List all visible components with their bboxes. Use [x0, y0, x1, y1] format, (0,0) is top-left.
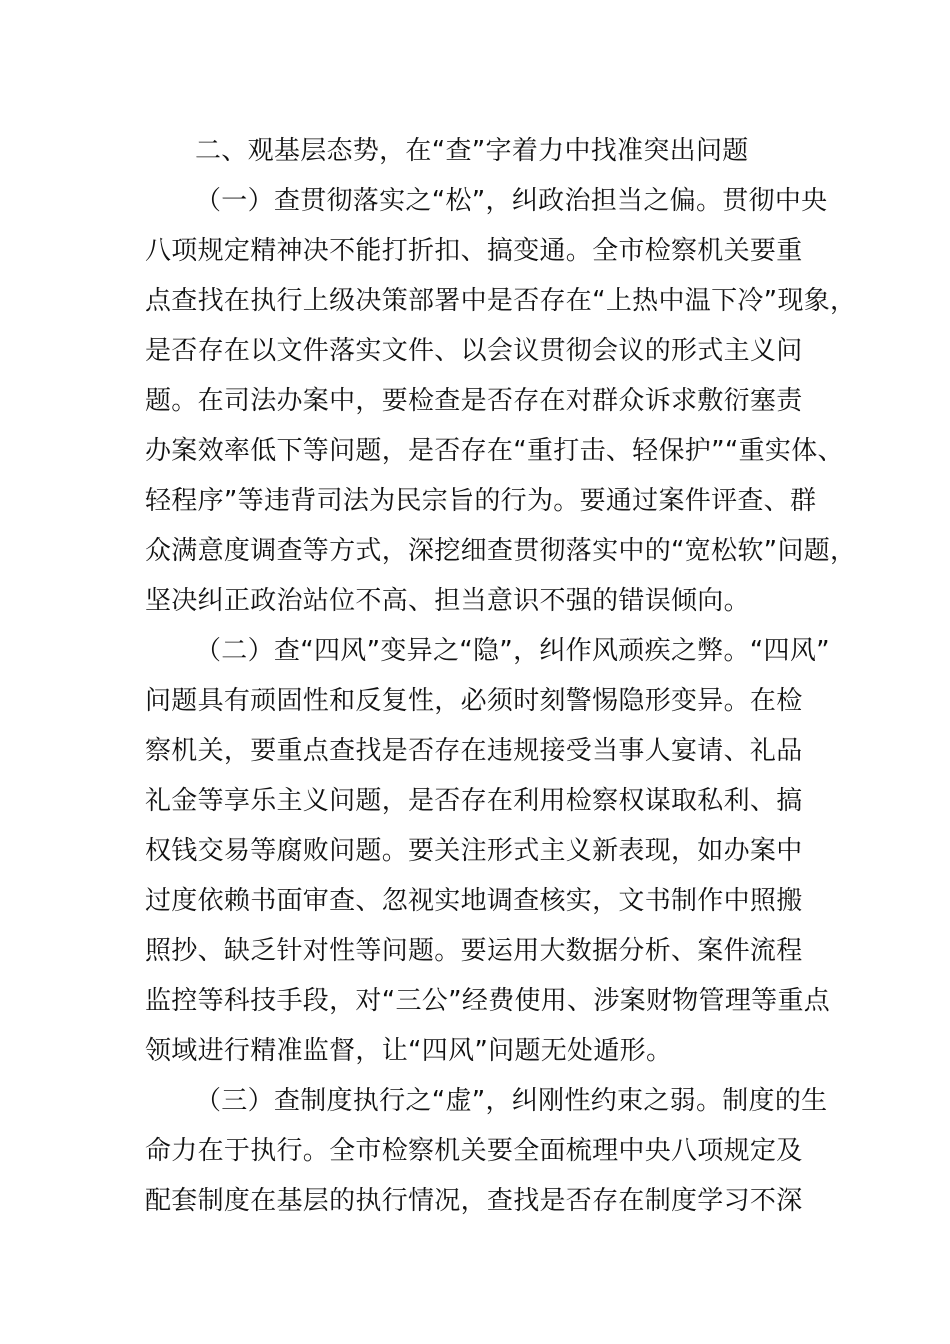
paragraph-1-line-3: 点查找在执行上级决策部署中是否存在“上热中温下冷”现象， [145, 286, 857, 316]
paragraph-1-line-8: 众满意度调查等方式，深挖细查贯彻落实中的“宽松软”问题， [145, 536, 857, 566]
paragraph-1-line-5: 题。在司法办案中，要检查是否存在对群众诉求敷衍塞责 [145, 386, 803, 416]
paragraph-1-line-6: 办案效率低下等问题，是否存在“重打击、轻保护”“重实体、 [145, 436, 844, 466]
paragraph-3-line-1: （三）查制度执行之“虚”，纠刚性约束之弱。制度的生 [195, 1086, 828, 1116]
paragraph-2-line-4: 礼金等享乐主义问题，是否存在利用检察权谋取私利、搞 [145, 786, 803, 816]
paragraph-1-line-7: 轻程序”等违背司法为民宗旨的行为。要通过案件评查、群 [145, 486, 817, 516]
paragraph-2-line-5: 权钱交易等腐败问题。要关注形式主义新表现，如办案中 [145, 836, 803, 866]
paragraph-2-line-7: 照抄、缺乏针对性等问题。要运用大数据分析、案件流程 [145, 936, 803, 966]
paragraph-1-line-1: （一）查贯彻落实之“松”，纠政治担当之偏。贯彻中央 [195, 186, 828, 216]
paragraph-2-line-9: 领域进行精准监督，让“四风”问题无处遁形。 [145, 1036, 673, 1066]
paragraph-2-line-8: 监控等科技手段，对“三公”经费使用、涉案财物管理等重点 [145, 986, 831, 1016]
paragraph-2-line-1: （二）查“四风”变异之“隐”，纠作风顽疾之弊。“四风” [195, 636, 830, 666]
paragraph-1-line-9: 坚决纠正政治站位不高、担当意识不强的错误倾向。 [145, 586, 750, 616]
paragraph-2-line-2: 问题具有顽固性和反复性，必须时刻警惕隐形变异。在检 [145, 686, 803, 716]
section-heading: 二、观基层态势，在“查”字着力中找准突出问题 [195, 136, 749, 166]
paragraph-1-line-4: 是否存在以文件落实文件、以会议贯彻会议的形式主义问 [145, 336, 803, 366]
paragraph-2-line-6: 过度依赖书面审查、忽视实地调查核实，文书制作中照搬 [145, 886, 803, 916]
paragraph-2-line-3: 察机关，要重点查找是否存在违规接受当事人宴请、礼品 [145, 736, 803, 766]
paragraph-3-line-2: 命力在于执行。全市检察机关要全面梳理中央八项规定及 [145, 1136, 803, 1166]
paragraph-1-line-2: 八项规定精神决不能打折扣、搞变通。全市检察机关要重 [145, 236, 803, 266]
paragraph-3-line-3: 配套制度在基层的执行情况，查找是否存在制度学习不深 [145, 1186, 803, 1216]
